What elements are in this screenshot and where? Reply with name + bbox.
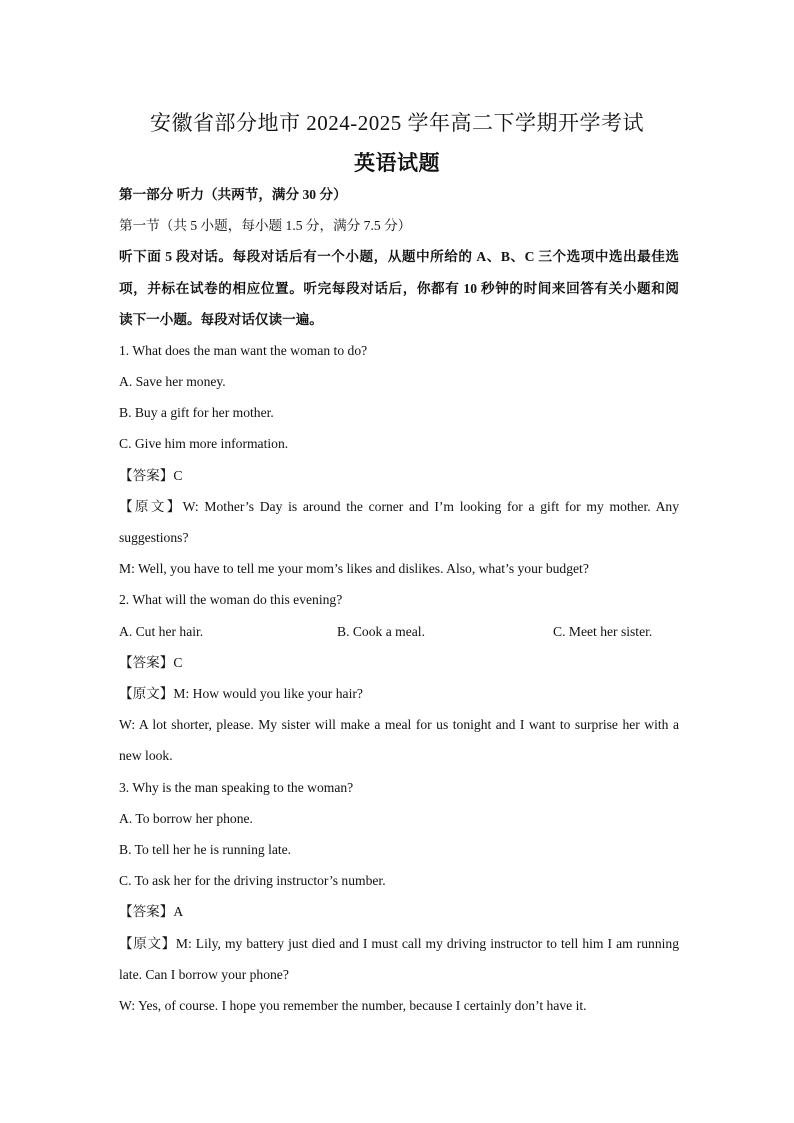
- question-stem: 1. What does the man want the woman to do?: [119, 343, 368, 358]
- option-c: C. Give him more information.: [119, 436, 289, 451]
- option-b: B. Buy a gift for her mother.: [119, 405, 274, 420]
- instruction-line: 读下一小题。每段对话仅读一遍。: [119, 312, 323, 327]
- transcript-line: 【原文】W: Mother’s Day is around the corner and I’m looking for a gift for my mother. Any: [119, 499, 679, 514]
- answer-label: 【答案】C: [119, 468, 183, 483]
- option-c: C. To ask her for the driving instructor’s number.: [119, 873, 386, 888]
- exam-title: 安徽省部分地市 2024-2025 学年高二下学期开学考试: [150, 111, 644, 135]
- transcript-line: 【原文】M: Lily, my battery just died and I must call my driving instructor to tell him I am running: [119, 936, 679, 951]
- instruction-line: 项，并标在试卷的相应位置。听完每段对话后，你都有 10 秒钟的时间来回答有关小题和阅: [119, 281, 679, 296]
- question-stem: 2. What will the woman do this evening?: [119, 592, 343, 607]
- option-a: A. To borrow her phone.: [119, 811, 253, 826]
- transcript-line: W: Yes, of course. I hope you remember the number, because I certainly don’t have it.: [119, 998, 587, 1013]
- exam-subtitle: 英语试题: [354, 151, 440, 175]
- transcript-line: 【原文】M: How would you like your hair?: [119, 686, 363, 701]
- answer-label: 【答案】A: [119, 904, 184, 919]
- option-a: A. Cut her hair.: [119, 624, 204, 639]
- instruction-line: 听下面 5 段对话。每段对话后有一个小题，从题中所给的 A、B、C 三个选项中选出最佳选: [119, 249, 679, 264]
- question-stem: 3. Why is the man speaking to the woman?: [119, 780, 354, 795]
- option-a: A. Save her money.: [119, 374, 226, 389]
- transcript-line: suggestions?: [119, 530, 189, 545]
- transcript-line: late. Can I borrow your phone?: [119, 967, 289, 982]
- answer-label: 【答案】C: [119, 655, 183, 670]
- transcript-line: M: Well, you have to tell me your mom’s likes and dislikes. Also, what’s your budget?: [119, 561, 589, 576]
- option-b: B. To tell her he is running late.: [119, 842, 292, 857]
- option-c: C. Meet her sister.: [553, 624, 653, 639]
- transcript-line: new look.: [119, 748, 173, 763]
- transcript-line: W: A lot shorter, please. My sister will make a meal for us tonight and I want to surprise her with a: [119, 717, 679, 732]
- section-heading: 第一节（共 5 小题，每小题 1.5 分，满分 7.5 分）: [119, 218, 412, 233]
- part-heading: 第一部分 听力（共两节，满分 30 分）: [119, 187, 347, 202]
- option-b: B. Cook a meal.: [337, 624, 425, 639]
